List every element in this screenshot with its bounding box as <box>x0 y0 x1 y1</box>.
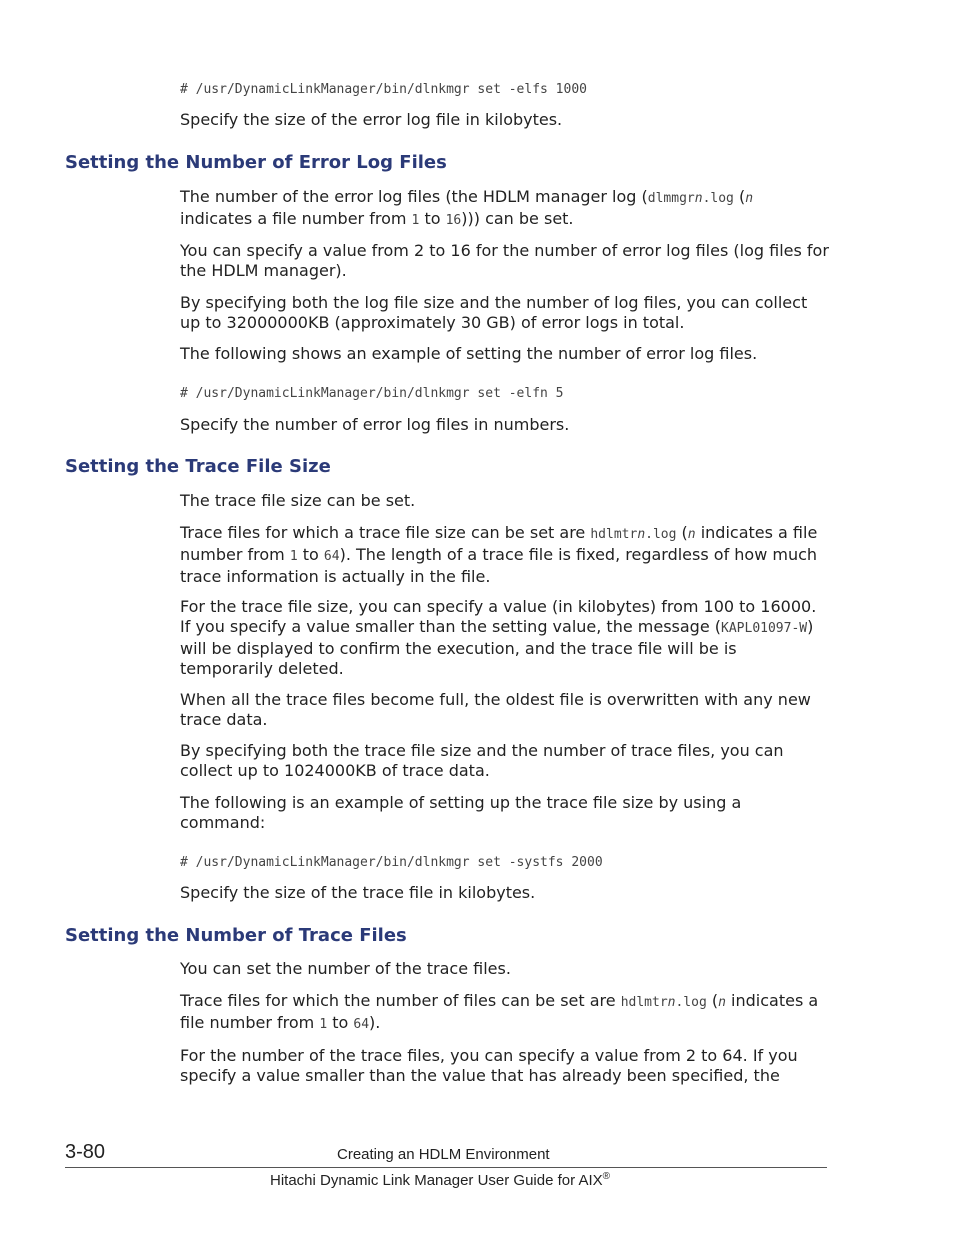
paragraph: You can specify a value from 2 to 16 for the number of error log files (log files for the HDLM manager). <box>180 241 829 280</box>
paragraph: Specify the size of the error log file in kilobytes. <box>180 110 563 129</box>
section-heading-number-of-trace-files: Setting the Number of Trace Files <box>65 925 407 946</box>
section-heading-error-log-files: Setting the Number of Error Log Files <box>65 152 447 173</box>
paragraph: When all the trace files become full, the oldest file is overwritten with any new trace data. <box>180 690 811 729</box>
paragraph: For the number of the trace files, you can specify a value from 2 to 64. If you specify a value smaller than the value that has already been specified, the <box>180 1046 798 1085</box>
paragraph: Specify the size of the trace file in kilobytes. <box>180 883 536 902</box>
page-number: 3-80 <box>65 1141 106 1163</box>
code-example-systfs: # /usr/DynamicLinkManager/bin/dlnkmgr set -systfs 2000 <box>180 855 603 870</box>
paragraph: Specify the number of error log files in numbers. <box>180 415 570 434</box>
footer-section-title: Creating an HDLM Environment <box>337 1146 550 1163</box>
paragraph: The trace file size can be set. <box>180 491 416 510</box>
code-example-elfs: # /usr/DynamicLinkManager/bin/dlnkmgr set -elfs 1000 <box>180 82 587 97</box>
paragraph: The following is an example of setting up the trace file size by using a command: <box>180 793 742 832</box>
code-example-elfn: # /usr/DynamicLinkManager/bin/dlnkmgr set -elfn 5 <box>180 386 564 401</box>
paragraph: You can set the number of the trace files. <box>180 959 511 978</box>
paragraph-trace-files-size: Trace files for which a trace file size can be set are hdlmtrn.log (n indicates a file number from 1 to 64). The length of a trace file is fixed, regardless of how much trace information is actually in the file. <box>180 523 818 586</box>
paragraph: By specifying both the log file size and the number of log files, you can collect up to 32000000KB (approximately 30 GB) of error logs in total. <box>180 293 808 332</box>
section-heading-trace-file-size: Setting the Trace File Size <box>65 456 331 477</box>
paragraph-error-files-intro: The number of the error log files (the HDLM manager log (dlmmgrn.log (n indicates a file number from 1 to 16))) can be set. <box>180 187 754 228</box>
paragraph: The following shows an example of setting the number of error log files. <box>180 344 758 363</box>
footer-divider <box>65 1167 827 1168</box>
paragraph-trace-files-number: Trace files for which the number of files can be set are hdlmtrn.log (n indicates a file number from 1 to 64). <box>180 991 819 1032</box>
paragraph: By specifying both the trace file size and the number of trace files, you can collect up to 1024000KB of trace data. <box>180 741 784 780</box>
footer-book-title: Hitachi Dynamic Link Manager User Guide for AIX® <box>270 1171 611 1189</box>
paragraph-trace-size-range: For the trace file size, you can specify a value (in kilobytes) from 100 to 16000. If you specify a value smaller than the setting value, the message (KAPL01097-W) will be displayed to confirm the execution, and the trace file will be is temporarily deleted. <box>180 597 817 678</box>
